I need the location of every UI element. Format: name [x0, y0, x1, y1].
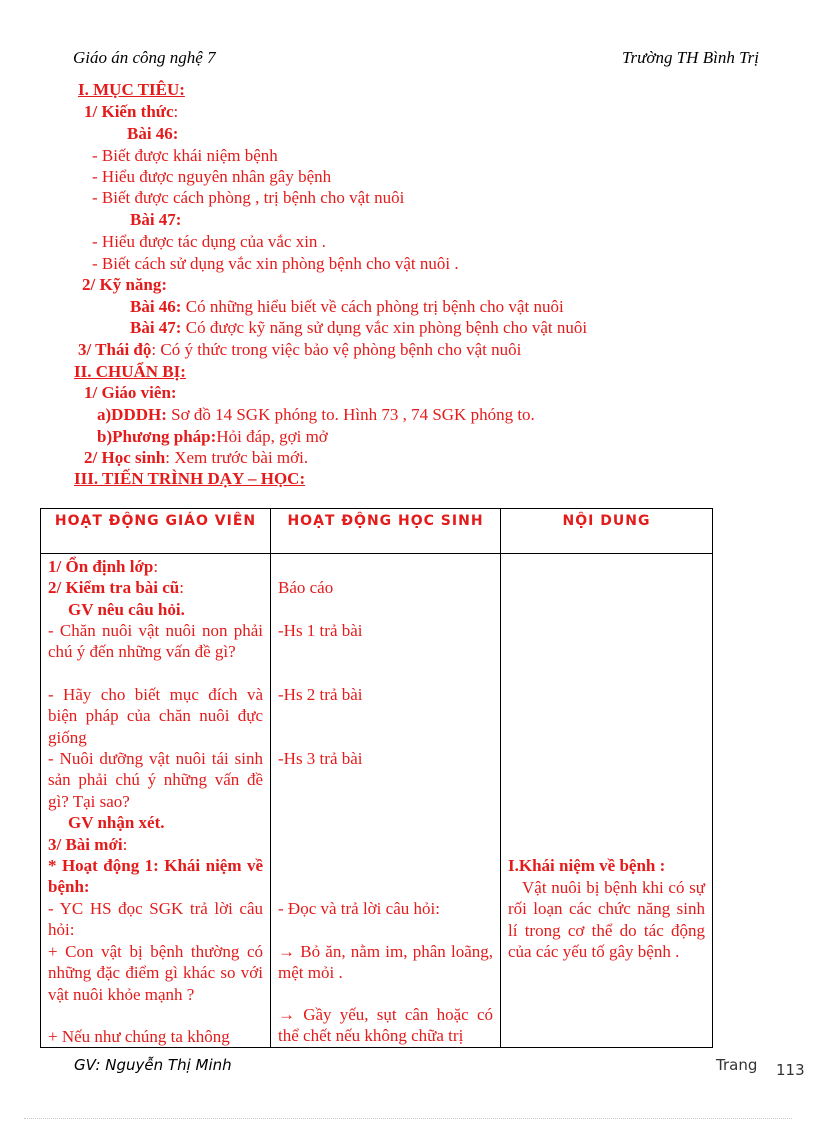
lesson46-title: Bài 46: [127, 124, 179, 143]
hs-symptoms-text: Bỏ ăn, nằm im, phân loãng, mệt mỏi . [278, 942, 494, 983]
gv-check-label: 2/ Kiểm tra bài cũ [48, 578, 180, 597]
gv-plus-1: + Con vật bị bệnh thường có những đặc điểm gì khác so với vật nuôi khỏe mạnh ? [48, 942, 263, 1004]
header-content: NỘI DUNG [501, 509, 713, 554]
l46-item-3: - Biết được cách phòng , trị bệnh cho vật nuôi [92, 188, 405, 207]
gv-remark: GV nhận xét. [68, 813, 165, 832]
section-preparation-title: II. CHUẨN BỊ: [74, 362, 186, 381]
hs-answer-1: -Hs 1 trả bài [278, 621, 363, 640]
content-cell [501, 554, 713, 1048]
attitude-line [78, 339, 521, 361]
gv-ask: GV nêu câu hỏi. [68, 600, 185, 619]
gv-question-3: - Nuôi dưỡng vật nuôi tái sinh sản phải chú ý những vấn đề gì? Tại sao? [48, 749, 263, 811]
gv-stabilize-colon: : [153, 557, 159, 576]
gv-new-lesson-label: 3/ Bài mới [48, 835, 123, 854]
prep-a-label: a)DDDH: [97, 405, 167, 424]
skill-46 [130, 296, 564, 318]
header-student-activity: HOẠT ĐỘNG HỌC SINH [271, 509, 501, 554]
hs-consequence [278, 1004, 493, 1047]
student-label: 2/ Học sinh [84, 448, 166, 467]
arrow-right-icon: → [278, 942, 295, 961]
l47-item-2: - Biết cách sử dụng vắc xin phòng bệnh cho vật nuôi . [92, 254, 459, 273]
hs-answer-3: -Hs 3 trả bài [278, 749, 363, 768]
gv-activity-1: * Hoạt động 1: Khái niệm về bệnh: [48, 856, 263, 897]
skills-heading: 2/ Kỹ năng: [82, 275, 168, 294]
gv-request: - YC HS đọc SGK trả lời câu hỏi: [48, 899, 263, 940]
l46-item-2: - Hiểu được nguyên nhân gây bệnh [92, 167, 332, 186]
table-row [41, 554, 713, 1048]
nd-text: Vật nuôi bị bệnh khi có sự rối loạn các chức năng sinh lí trong cơ thể do tác động của các yếu tố gây bệnh . [508, 878, 705, 962]
skill46-text: Có những hiểu biết về cách phòng trị bệnh cho vật nuôi [181, 297, 564, 316]
l47-item-1: - Hiểu được tác dụng của vắc xin . [92, 232, 326, 251]
hs-report: Báo cáo [278, 578, 334, 597]
attitude-label: 3/ Thái độ [78, 340, 152, 359]
footer-page-number: 113 [776, 1061, 805, 1079]
section-process-title: III. TIẾN TRÌNH DẠY – HỌC: [74, 469, 306, 488]
header-right: Trường TH Bình Trị [622, 48, 759, 67]
gv-stabilize-label: 1/ Ổn định lớp [48, 557, 154, 576]
prep-a [97, 404, 535, 426]
prep-b [97, 426, 328, 448]
footer-divider [24, 1118, 792, 1119]
gv-question-1: - Chăn nuôi vật nuôi non phải chú ý đến những vấn đề gì? [48, 621, 263, 662]
gv-stabilize [48, 556, 263, 577]
prep-a-text: Sơ đồ 14 SGK phóng to. Hình 73 , 74 SGK phóng to. [166, 405, 535, 424]
lesson47-title: Bài 47: [130, 210, 182, 229]
hs-answer-2: -Hs 2 trả bài [278, 685, 363, 704]
teacher-heading: 1/ Giáo viên: [84, 383, 177, 402]
skill47-label: Bài 47: [130, 318, 182, 337]
lesson-table [40, 508, 713, 1048]
arrow-right-icon: → [278, 1005, 295, 1024]
section-objectives-title: I. MỤC TIÊU: [78, 80, 185, 99]
footer-page-label: Trang [716, 1056, 758, 1074]
header-teacher-activity: HOẠT ĐỘNG GIÁO VIÊN [41, 509, 271, 554]
gv-plus-2: + Nếu như chúng ta không [48, 1027, 230, 1046]
header-left: Giáo án công nghệ 7 [73, 48, 216, 67]
l46-item-1: - Biết được khái niệm bệnh [92, 146, 278, 165]
skill47-text: Có được kỹ năng sử dụng vắc xin phòng bệnh cho vật nuôi [181, 318, 588, 337]
nd-title: I.Khái niệm về bệnh : [508, 856, 666, 875]
skill-47 [130, 317, 587, 339]
teacher-activity-cell [41, 554, 271, 1048]
hs-symptoms [278, 941, 493, 984]
gv-new-lesson [48, 834, 263, 855]
gv-check-colon: : [179, 578, 184, 597]
hs-consequence-text: Gầy yếu, sụt cân hoặc có thể chết nếu không chữa trị [278, 1005, 493, 1046]
student-text: : Xem trước bài mới. [165, 448, 309, 467]
knowledge-label: 1/ Kiến thức [84, 102, 174, 121]
attitude-text: : Có ý thức trong việc bảo vệ phòng bệnh cho vật nuôi [151, 340, 522, 359]
knowledge-heading [84, 101, 178, 123]
gv-question-2: - Hãy cho biết mục đích và biện pháp của chăn nuôi đực giống [48, 685, 263, 747]
student-line [84, 447, 308, 469]
hs-read: - Đọc và trả lời câu hỏi: [278, 899, 440, 918]
prep-b-text: Hỏi đáp, gợi mở [216, 427, 328, 446]
footer-teacher: GV: Nguyễn Thị Minh [74, 1056, 232, 1074]
gv-new-lesson-colon: : [122, 835, 128, 854]
gv-check [48, 577, 263, 598]
table-header-row [41, 509, 713, 554]
skill46-label: Bài 46: [130, 297, 182, 316]
student-activity-cell [271, 554, 501, 1048]
prep-b-label: b)Phương pháp: [97, 427, 217, 446]
knowledge-colon: : [173, 102, 179, 121]
